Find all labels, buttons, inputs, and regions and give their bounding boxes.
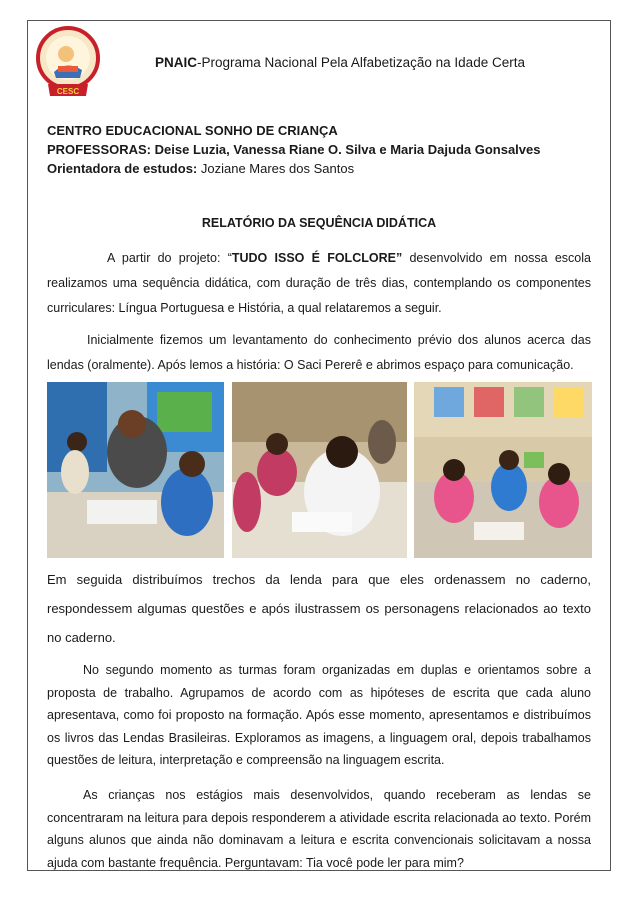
advisor-label: Orientadora de estudos: — [47, 161, 198, 176]
classroom-photo-1 — [47, 382, 224, 558]
photo-strip — [47, 382, 592, 558]
advisor-name: Joziane Mares dos Santos — [200, 161, 355, 176]
p2-text: Inicialmente fizemos um levantamento do conhecimento prévio dos alunos acerca das lendas (oralmente). Após lemos a história: O Saci Pererê e abrimos espaço para comunicação. — [47, 333, 591, 372]
paragraph-distribution: Em seguida distribuímos trechos da lenda para que eles ordenassem no caderno, respondessem algumas questões e após ilustrassem os personagens relacionados ao texto no caderno. — [47, 572, 591, 645]
school-info — [47, 121, 540, 178]
p5-text: As crianças nos estágios mais desenvolvidos, quando receberam as lendas se concentraram na leitura para depois responderem a atividade escrita relacionada ao texto. Porém alguns alunos que ainda não dominavam a leitura e escrita convencionais solicitavam a nossa ajuda com bastante frequência. Perguntavam: Tia você pode ler para mim? — [47, 788, 591, 870]
program-header — [0, 55, 638, 70]
p4-text: No segundo momento as turmas foram organizadas em duplas e orientamos sobre a proposta de trabalho. Agrupamos de acordo com as hipóteses de escrita que cada aluno apresentava, como foi proposto na formação. Após esse momento, apresentamos e distribuímos os livros das Lendas Brasileiras. Exploramos as imagens, a linguagem oral, depois trabalhamos questões de leitura, interpretação e compreensão na linguagem escrita. — [47, 663, 591, 767]
classroom-photo-2 — [232, 382, 407, 558]
paragraph-initial — [47, 328, 591, 378]
p1-start: A partir do projeto: “ — [107, 251, 232, 265]
report-title: RELATÓRIO DA SEQUÊNCIA DIDÁTICA — [201, 216, 437, 230]
program-name: -Programa Nacional Pela Alfabetização na Idade Certa — [197, 55, 525, 70]
paragraph-children — [47, 784, 591, 874]
paragraph-intro — [47, 246, 591, 321]
p1-rest: desenvolvido em nossa escola realizamos uma sequência didática, com duração de três dias, contemplando os componentes curriculares: Língua Portuguesa e História, a qual relataremos a seguir. — [47, 251, 591, 315]
project-name: TUDO ISSO É FOLCLORE” — [231, 251, 403, 265]
teachers-names: Deise Luzia, Vanessa Riane O. Silva e Maria Dajuda Gonsalves — [154, 142, 541, 157]
program-acronym: PNAIC — [155, 55, 198, 70]
paragraph-second-moment — [47, 659, 591, 772]
classroom-photo-3 — [414, 382, 592, 558]
logo-acronym: CESC — [56, 87, 80, 96]
teachers-label: PROFESSORAS: — [47, 142, 152, 157]
school-name: CENTRO EDUCACIONAL SONHO DE CRIANÇA — [47, 123, 338, 138]
